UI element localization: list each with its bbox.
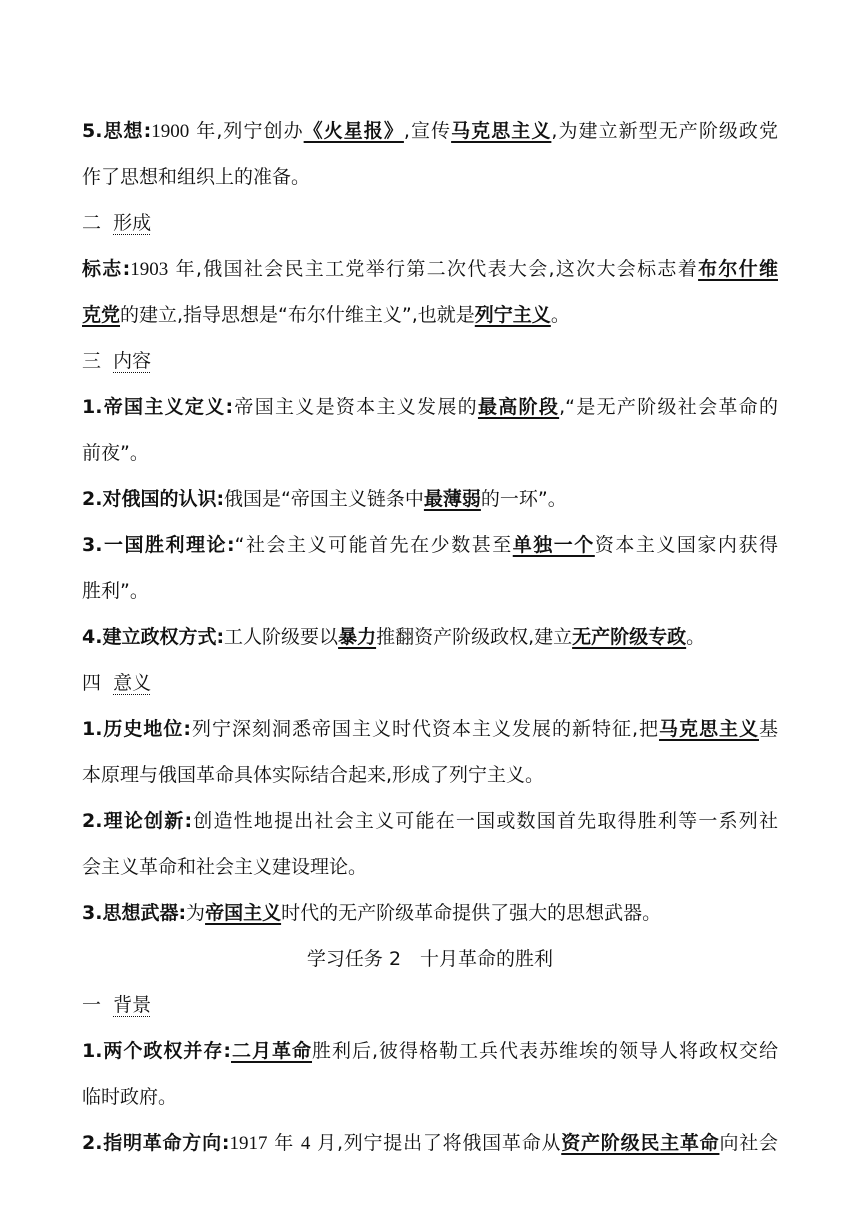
task-title: 学习任务 2 十月革命的胜利 — [306, 948, 554, 970]
key-term: 马克思主义 — [451, 120, 552, 142]
item-label: 2.理论创新: — [82, 810, 193, 832]
item-label: 4.建立政权方式: — [82, 626, 225, 648]
key-term: 最高阶段 — [477, 396, 560, 418]
paragraph-regime: 4.建立政权方式:工人阶级要以暴力推翻资产阶级政权,建立无产阶级专政。 — [82, 626, 706, 648]
section-heading-significance: 四 意义 — [82, 672, 152, 694]
section-heading-background: 一 背景 — [82, 994, 152, 1016]
paragraph-revolution-direction: 2.指明革命方向:1917 年 4 月,列宁提出了将俄国革命从资产阶级民主革命向社会 — [82, 1132, 778, 1154]
item-label: 5.思想: — [82, 120, 152, 142]
key-term: 最薄弱 — [423, 488, 481, 510]
paragraph-sign: 标志:1903 年,俄国社会民主工党举行第二次代表大会,这次大会标志着布尔什维 — [82, 258, 778, 280]
key-term: 无产阶级专政 — [572, 626, 687, 648]
paragraph-russia: 2.对俄国的认识:俄国是“帝国主义链条中最薄弱的一环”。 — [82, 488, 567, 510]
item-label: 1.两个政权并存: — [82, 1040, 232, 1062]
paragraph-historical-status: 1.历史地位:列宁深刻洞悉帝国主义时代资本主义发展的新特征,把马克思主义基 — [82, 718, 778, 740]
paragraph-theory-innovation: 2.理论创新:创造性地提出社会主义可能在一国或数国首先取得胜利等一系列社 — [82, 810, 778, 832]
key-term: 暴力 — [338, 626, 377, 648]
paragraph-continuation: 临时政府。 — [82, 1086, 178, 1108]
section-heading-content: 三 内容 — [82, 350, 152, 372]
paragraph-imperialism-definition: 1.帝国主义定义:帝国主义是资本主义发展的最高阶段,“是无产阶级社会革命的 — [82, 396, 778, 418]
key-term: 帝国主义 — [205, 902, 282, 924]
key-term: 马克思主义 — [658, 718, 759, 740]
key-term: 资产阶级民主革命 — [561, 1132, 720, 1154]
key-term: 布尔什维 — [698, 258, 778, 280]
item-label: 3.思想武器: — [82, 902, 187, 924]
paragraph-continuation: 本原理与俄国革命具体实际结合起来,形成了列宁主义。 — [82, 764, 545, 786]
paragraph-continuation: 克党的建立,指导思想是“布尔什维主义”,也就是列宁主义。 — [82, 304, 570, 326]
item-label: 3.一国胜利理论: — [82, 534, 235, 556]
paragraph-continuation: 作了思想和组织上的准备。 — [82, 166, 311, 188]
item-label: 1.历史地位: — [82, 718, 192, 740]
key-term: 二月革命 — [231, 1040, 313, 1062]
key-term: 单独一个 — [512, 534, 595, 556]
key-term: 《火星报》 — [303, 120, 404, 142]
section-heading-formation: 二 形成 — [82, 212, 152, 234]
paragraph-one-country: 3.一国胜利理论:“社会主义可能首先在少数甚至单独一个资本主义国家内获得 — [82, 534, 778, 556]
item-label: 1.帝国主义定义: — [82, 396, 234, 418]
paragraph-dual-power: 1.两个政权并存:二月革命胜利后,彼得格勒工兵代表苏维埃的领导人将政权交给 — [82, 1040, 778, 1062]
paragraph-continuation: 胜利”。 — [82, 580, 149, 602]
paragraph-ideological-weapon: 3.思想武器:为帝国主义时代的无产阶级革命提供了强大的思想武器。 — [82, 902, 662, 924]
key-term: 克党 — [82, 304, 121, 326]
key-term: 列宁主义 — [474, 304, 551, 326]
paragraph-continuation: 会主义革命和社会主义建设理论。 — [82, 856, 368, 878]
paragraph-continuation: 前夜”。 — [82, 442, 149, 464]
paragraph-ideology: 5.思想:1900 年,列宁创办《火星报》,宣传马克思主义,为建立新型无产阶级政党 — [82, 120, 778, 142]
item-label: 2.指明革命方向: — [82, 1132, 230, 1154]
item-label: 2.对俄国的认识: — [82, 488, 225, 510]
item-label: 标志: — [82, 258, 131, 280]
